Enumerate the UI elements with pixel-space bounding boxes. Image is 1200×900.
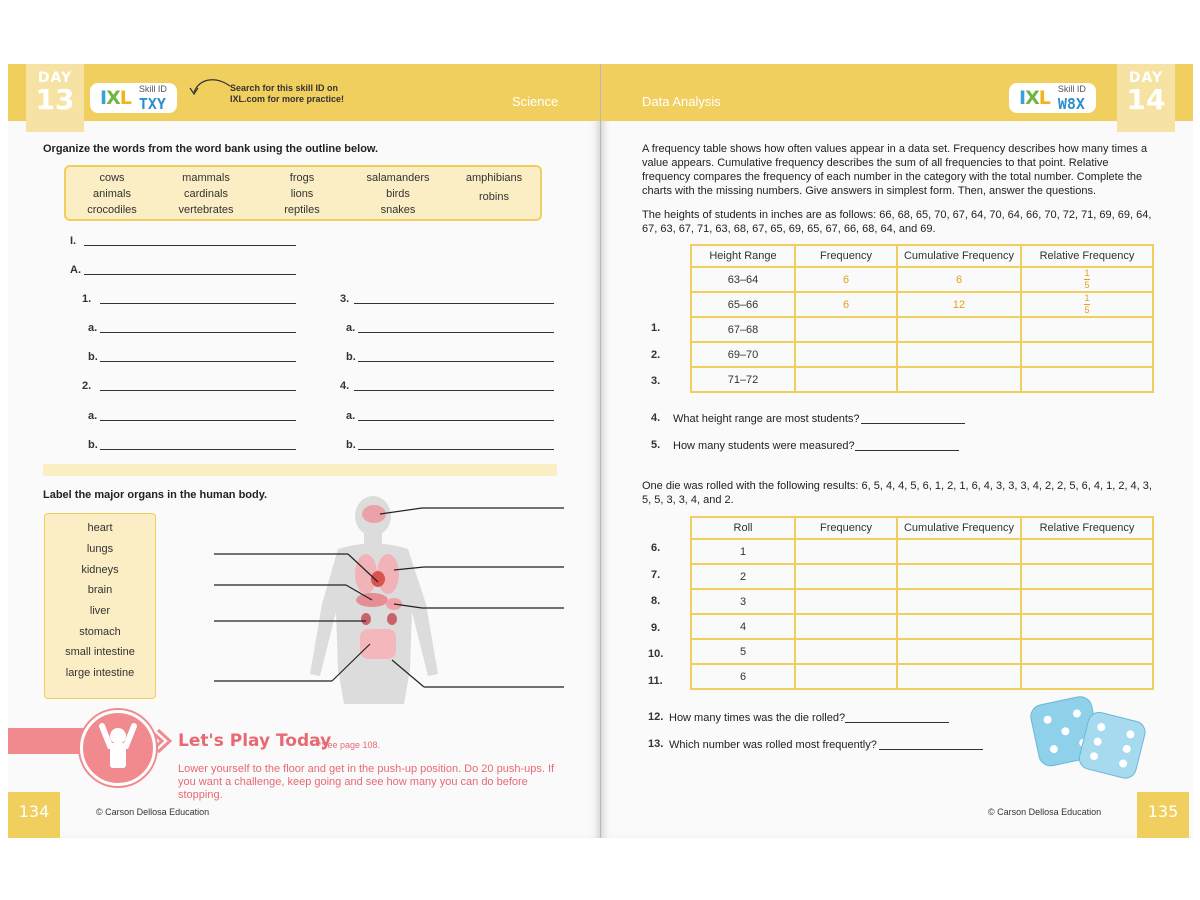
cumulative-cell[interactable]: [897, 589, 1021, 614]
answer-line[interactable]: [861, 423, 965, 424]
table-row: [691, 292, 1153, 317]
kidney-shape: [387, 613, 397, 625]
play-body: Lower yourself to the floor and get in the push-up position. Do 20 push-ups. If you want a challenge, keep going and see how many you can do before stopping.: [178, 763, 555, 801]
column-header: Frequency: [795, 517, 897, 539]
answer-line[interactable]: [100, 420, 296, 421]
table-row: [691, 267, 1153, 292]
answer-line[interactable]: [100, 332, 296, 333]
relative-cell[interactable]: [1021, 639, 1153, 664]
question-number: 6.: [651, 542, 661, 554]
roll-cell: 1: [691, 539, 795, 564]
outline-label: a.: [88, 410, 98, 422]
answer-line[interactable]: [354, 303, 554, 304]
frequency-cell[interactable]: [795, 367, 897, 392]
relative-cell[interactable]: [1021, 342, 1153, 367]
range-cell: 71–72: [691, 367, 795, 392]
ixl-badge[interactable]: [1009, 83, 1096, 113]
answer-line[interactable]: [100, 361, 296, 362]
header-band: [601, 64, 1193, 121]
answer-line[interactable]: [358, 332, 554, 333]
word: robins: [479, 191, 509, 203]
column-header: Cumulative Frequency: [897, 245, 1021, 267]
answer-line[interactable]: [845, 722, 949, 723]
organ-word-bank: [44, 513, 156, 699]
organ-word: kidneys: [81, 564, 119, 576]
frequency-cell[interactable]: [795, 564, 897, 589]
frequency-cell[interactable]: [795, 342, 897, 367]
table-row: [691, 664, 1153, 689]
relative-cell[interactable]: [1021, 664, 1153, 689]
frequency-cell[interactable]: [795, 664, 897, 689]
word: amphibians: [465, 172, 523, 184]
answer-line[interactable]: [100, 449, 296, 450]
range-cell: 67–68: [691, 317, 795, 342]
question-text: What height range are most students?: [673, 413, 860, 425]
frequency-cell[interactable]: [795, 539, 897, 564]
play-title: Let's Play Today: [178, 731, 332, 751]
answer-line[interactable]: [358, 449, 554, 450]
range-cell: 63–64: [691, 267, 795, 292]
outline-label: b.: [346, 439, 356, 451]
table-row: [691, 342, 1153, 367]
table-row: [691, 317, 1153, 342]
answer-line[interactable]: [100, 303, 296, 304]
roll-cell: 3: [691, 589, 795, 614]
roll-cell: 5: [691, 639, 795, 664]
outline-label: b.: [88, 439, 98, 451]
play-note: *See page 108.: [318, 740, 381, 750]
column-header: Relative Frequency: [1021, 245, 1153, 267]
word: lions: [290, 188, 314, 200]
frequency-cell[interactable]: [795, 317, 897, 342]
question-number: 12.: [648, 711, 664, 723]
ixl-badge[interactable]: [90, 83, 177, 113]
outline-label: 2.: [82, 380, 92, 392]
relative-cell[interactable]: [1021, 564, 1153, 589]
word-bank: [64, 165, 542, 221]
roll-cell: 2: [691, 564, 795, 589]
frequency-cell[interactable]: [795, 589, 897, 614]
column-header: Frequency: [795, 245, 897, 267]
word: frogs: [289, 172, 315, 184]
answer-line[interactable]: [100, 390, 296, 391]
question-text: Which number was rolled most frequently?: [669, 739, 877, 751]
question-text: How many times was the die rolled?: [669, 712, 846, 724]
copyright: © Carson Dellosa Education: [988, 807, 1102, 817]
table-row: [691, 589, 1153, 614]
day-number: 14: [1126, 83, 1166, 116]
outline-label: A.: [70, 264, 81, 276]
question-number: 9.: [651, 622, 661, 634]
roll-cell: 4: [691, 614, 795, 639]
relative-cell[interactable]: [1021, 539, 1153, 564]
word: birds: [386, 188, 410, 200]
cumulative-cell[interactable]: [897, 342, 1021, 367]
column-header: Roll: [691, 517, 795, 539]
heart-shape: [371, 571, 385, 587]
ixl-logo: IXL: [100, 87, 131, 109]
question-text: How many students were measured?: [673, 440, 855, 452]
word: cows: [99, 172, 125, 184]
table-row: [691, 367, 1153, 392]
subject-label: Data Analysis: [642, 94, 721, 109]
answer-line[interactable]: [84, 274, 296, 275]
die-data: One die was rolled with the following results: 6, 5, 4, 4, 5, 6, 1, 2, 1, 6, 4, 3, 3, 3, 4, 2, 2, 5, 6, 4, 1, 2, 4, 3, 5, 5, 3, 3, 4, and 2.: [642, 480, 1152, 506]
arrow-icon: [186, 76, 234, 100]
answer-line[interactable]: [879, 749, 983, 750]
outline-label: a.: [346, 410, 356, 422]
word: salamanders: [366, 172, 430, 184]
question-number: 5.: [651, 439, 661, 451]
kidney-shape: [361, 613, 371, 625]
page-number: 134: [8, 792, 60, 838]
ixl-hint: Search for this skill ID on IXL.com for more practice!: [230, 83, 345, 104]
table-row: [691, 614, 1153, 639]
height-frequency-table: [690, 244, 1154, 393]
right-page: [601, 64, 1193, 838]
outline-label: I.: [70, 235, 77, 247]
column-header: Height Range: [691, 245, 795, 267]
frequency-cell: 6: [795, 267, 897, 292]
page-number: 135: [1137, 792, 1189, 838]
word: vertebrates: [178, 204, 234, 216]
table-row: [691, 639, 1153, 664]
range-cell: 65–66: [691, 292, 795, 317]
answer-line[interactable]: [855, 450, 959, 451]
word: snakes: [380, 204, 416, 216]
skill-id-label: Skill ID: [138, 84, 167, 94]
table-row: [691, 539, 1153, 564]
frequency-cell: 6: [795, 292, 897, 317]
section-divider: [43, 464, 557, 476]
question-number: 2.: [651, 349, 661, 361]
roll-cell: 6: [691, 664, 795, 689]
outline-label: 4.: [340, 380, 350, 392]
human-body-illustration: [198, 494, 568, 704]
day-label: DAY: [37, 70, 73, 86]
outline-label: 3.: [340, 293, 350, 305]
word: animals: [93, 188, 131, 200]
answer-line[interactable]: [358, 361, 554, 362]
question-number: 1.: [651, 322, 661, 334]
outline-label: a.: [346, 322, 356, 334]
relative-cell: $\frac{1}{5}$: [1021, 292, 1153, 317]
word: crocodiles: [87, 204, 137, 216]
organ-word: liver: [89, 605, 111, 617]
organ-word: stomach: [79, 626, 121, 638]
day-number: 13: [35, 83, 75, 116]
relative-cell: $\frac{1}{5}$: [1021, 267, 1153, 292]
table-row: [691, 564, 1153, 589]
word: mammals: [182, 172, 230, 184]
relative-cell[interactable]: [1021, 317, 1153, 342]
question-number: 4.: [651, 412, 661, 424]
answer-line[interactable]: [84, 245, 296, 246]
outline-label: 1.: [82, 293, 92, 305]
organ-word: heart: [87, 522, 113, 534]
relative-cell[interactable]: [1021, 367, 1153, 392]
frequency-cell[interactable]: [795, 614, 897, 639]
question-number: 7.: [651, 569, 661, 581]
intestines-shape: [360, 629, 396, 659]
intro-text: A frequency table shows how often values appear in a data set. Frequency describes how many times a value appears. Cumulative frequency describes the sum of all frequencies to that point. Relative frequency compares the frequency of each number in the category with the total number. Complete the charts with the missing numbers. Give answers in simplest form. Then, answer the questions.: [642, 143, 1148, 197]
cumulative-cell[interactable]: [897, 317, 1021, 342]
heights-data: The heights of students in inches are as follows: 66, 68, 65, 70, 67, 64, 70, 64, 66, 70, 72, 71, 69, 69, 64, 67, 63, 67, 71, 63, 68, 67, 65, 69, 65, 67, 66, 68, 64, and 69.: [642, 209, 1152, 235]
outline-label: b.: [88, 351, 98, 363]
column-header: Cumulative Frequency: [897, 517, 1021, 539]
day-tab: [1117, 64, 1175, 132]
cumulative-cell[interactable]: [897, 639, 1021, 664]
dice-icon: [1027, 692, 1151, 784]
column-header: Relative Frequency: [1021, 517, 1153, 539]
die-frequency-table: [690, 516, 1154, 690]
ixl-logo: IXL: [1019, 87, 1050, 109]
subject-label: Science: [512, 94, 559, 109]
cumulative-cell[interactable]: [897, 367, 1021, 392]
question-number: 3.: [651, 375, 661, 387]
cumulative-cell[interactable]: [897, 539, 1021, 564]
skill-id: W8X: [1057, 95, 1085, 113]
outline-label: a.: [88, 322, 98, 334]
relative-cell[interactable]: [1021, 614, 1153, 639]
organ-word: lungs: [86, 543, 114, 555]
word: reptiles: [284, 204, 320, 216]
cumulative-cell[interactable]: [897, 614, 1021, 639]
skill-id-label: Skill ID: [1057, 84, 1086, 94]
cumulative-cell: 6: [897, 267, 1021, 292]
organ-word: small intestine: [65, 646, 135, 658]
cumulative-cell[interactable]: [897, 564, 1021, 589]
cumulative-cell[interactable]: [897, 664, 1021, 689]
answer-line[interactable]: [358, 420, 554, 421]
relative-cell[interactable]: [1021, 589, 1153, 614]
organs-instructions: Label the major organs in the human body.: [43, 489, 268, 501]
word: cardinals: [183, 188, 229, 200]
question-number: 13.: [648, 738, 664, 750]
organ-word: brain: [87, 584, 113, 596]
answer-line[interactable]: [354, 390, 554, 391]
cumulative-cell: 12: [897, 292, 1021, 317]
question-number: 11.: [648, 675, 663, 687]
outline-instructions: Organize the words from the word bank using the outline below.: [43, 143, 379, 155]
copyright: © Carson Dellosa Education: [96, 807, 210, 817]
question-number: 10.: [648, 648, 664, 660]
person-cheering-icon: [88, 718, 148, 778]
outline-label: b.: [346, 351, 356, 363]
range-cell: 69–70: [691, 342, 795, 367]
left-page: [8, 64, 601, 838]
skill-id: TXY: [138, 95, 166, 113]
question-number: 8.: [651, 595, 661, 607]
day-tab: [26, 64, 84, 132]
day-label: DAY: [1128, 70, 1164, 86]
frequency-cell[interactable]: [795, 639, 897, 664]
organ-word: large intestine: [65, 667, 135, 679]
